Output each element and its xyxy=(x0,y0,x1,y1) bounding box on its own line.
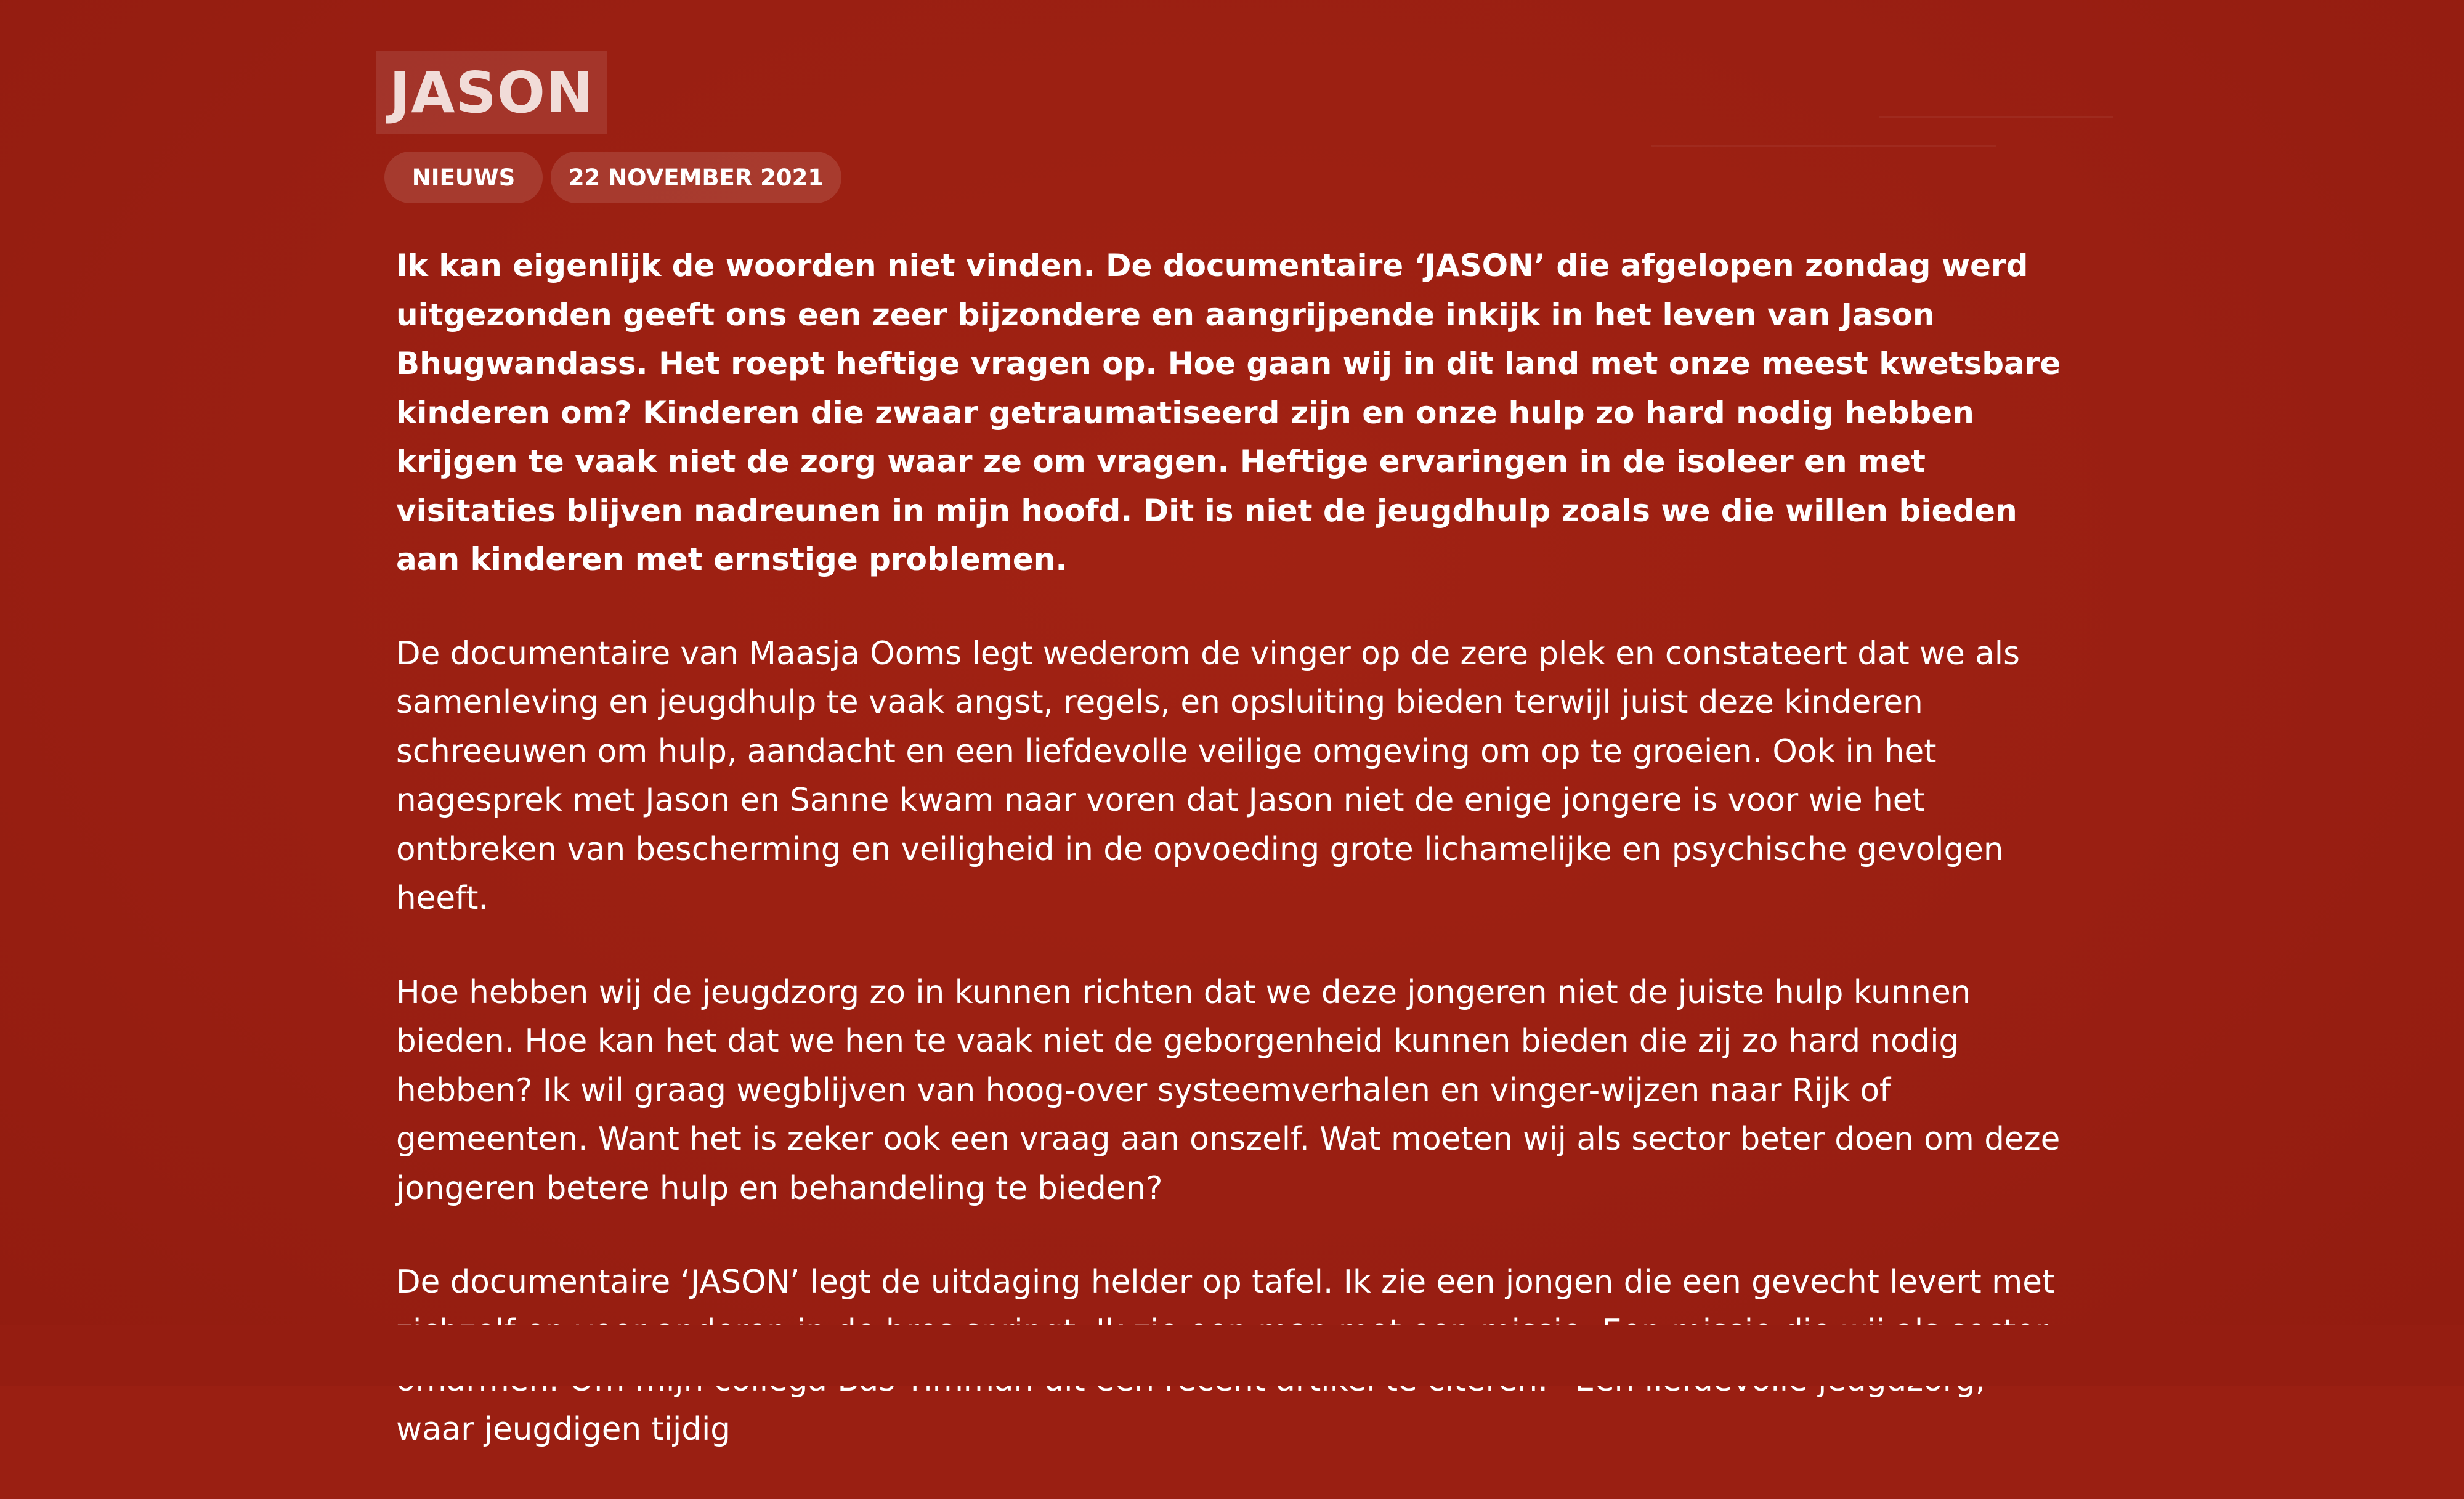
article-paragraph: De documentaire ‘JASON’ legt de uitdaging helder op tafel. Ik zie een jongen die een gevecht levert met waar jeugdigen tijdig xyxy=(396,1264,2055,1448)
article-body xyxy=(396,242,2072,1499)
article-paragraph: Ik kan eigenlijk de woorden niet vinden. De documentaire ‘JASON’ die afgelopen zondag werd uitgezonden geeft ons een zeer bijzondere en aangrijpende inkijk in het leven van Jason Bhugwandass. Het roept heftige vragen op. Hoe gaan wij in dit land met onze meest kwetsbare kinderen om? Kinderen die zwaar getraumatiseerd zijn en onze hulp zo hard nodig hebben krijgen te vaak niet de zorg waar ze om vragen. Heftige ervaringen in de isoleer en met visitaties blijven nadreunen in mijn hoofd. Dit is niet de jeugdhulp zoals we die willen bieden aan kinderen met ernstige problemen. xyxy=(396,248,2061,577)
decorative-line xyxy=(1651,145,1996,147)
article-paragraph: Hoe hebben wij de jeugdzorg zo in kunnen richten dat we deze jongeren niet de juiste hulp kunnen bieden. Hoe kan het dat we hen te vaak niet de geborgenheid kunnen bieden die zij zo hard nodig hebben? Ik wil graag wegblijven van hoog-over systeemverhalen en vinger-wijzen naar Rijk of gemeenten. Want het is zeker ook een vraag aan onszelf. Wat moeten wij als sector beter doen om deze jongeren betere hulp en behandeling te bieden? xyxy=(396,973,2061,1207)
date-tag xyxy=(551,152,841,203)
decorative-line xyxy=(1879,116,2113,118)
date-label: 22 NOVEMBER 2021 xyxy=(568,164,824,191)
title-box xyxy=(376,51,607,134)
article-title: JASON xyxy=(389,59,594,126)
category-label: NIEUWS xyxy=(411,164,516,191)
category-tag[interactable] xyxy=(384,152,543,203)
article-paragraph: De documentaire van Maasja Ooms legt wederom de vinger op de zere plek en constateert dat we als samenleving en jeugdhulp te vaak angst, regels, en opsluiting bieden terwijl juist deze kinderen schreeuwen om hulp, aandacht en een liefdevolle veilige omgeving om op te groeien. Ook in het nagesprek met Jason en Sanne kwam naar voren dat Jason niet de enige jongere is voor wie het ontbreken van bescherming en veiligheid in de opvoeding grote lichamelijke en psychische gevolgen heeft. xyxy=(396,635,2020,917)
bottom-area xyxy=(0,1325,2464,1386)
